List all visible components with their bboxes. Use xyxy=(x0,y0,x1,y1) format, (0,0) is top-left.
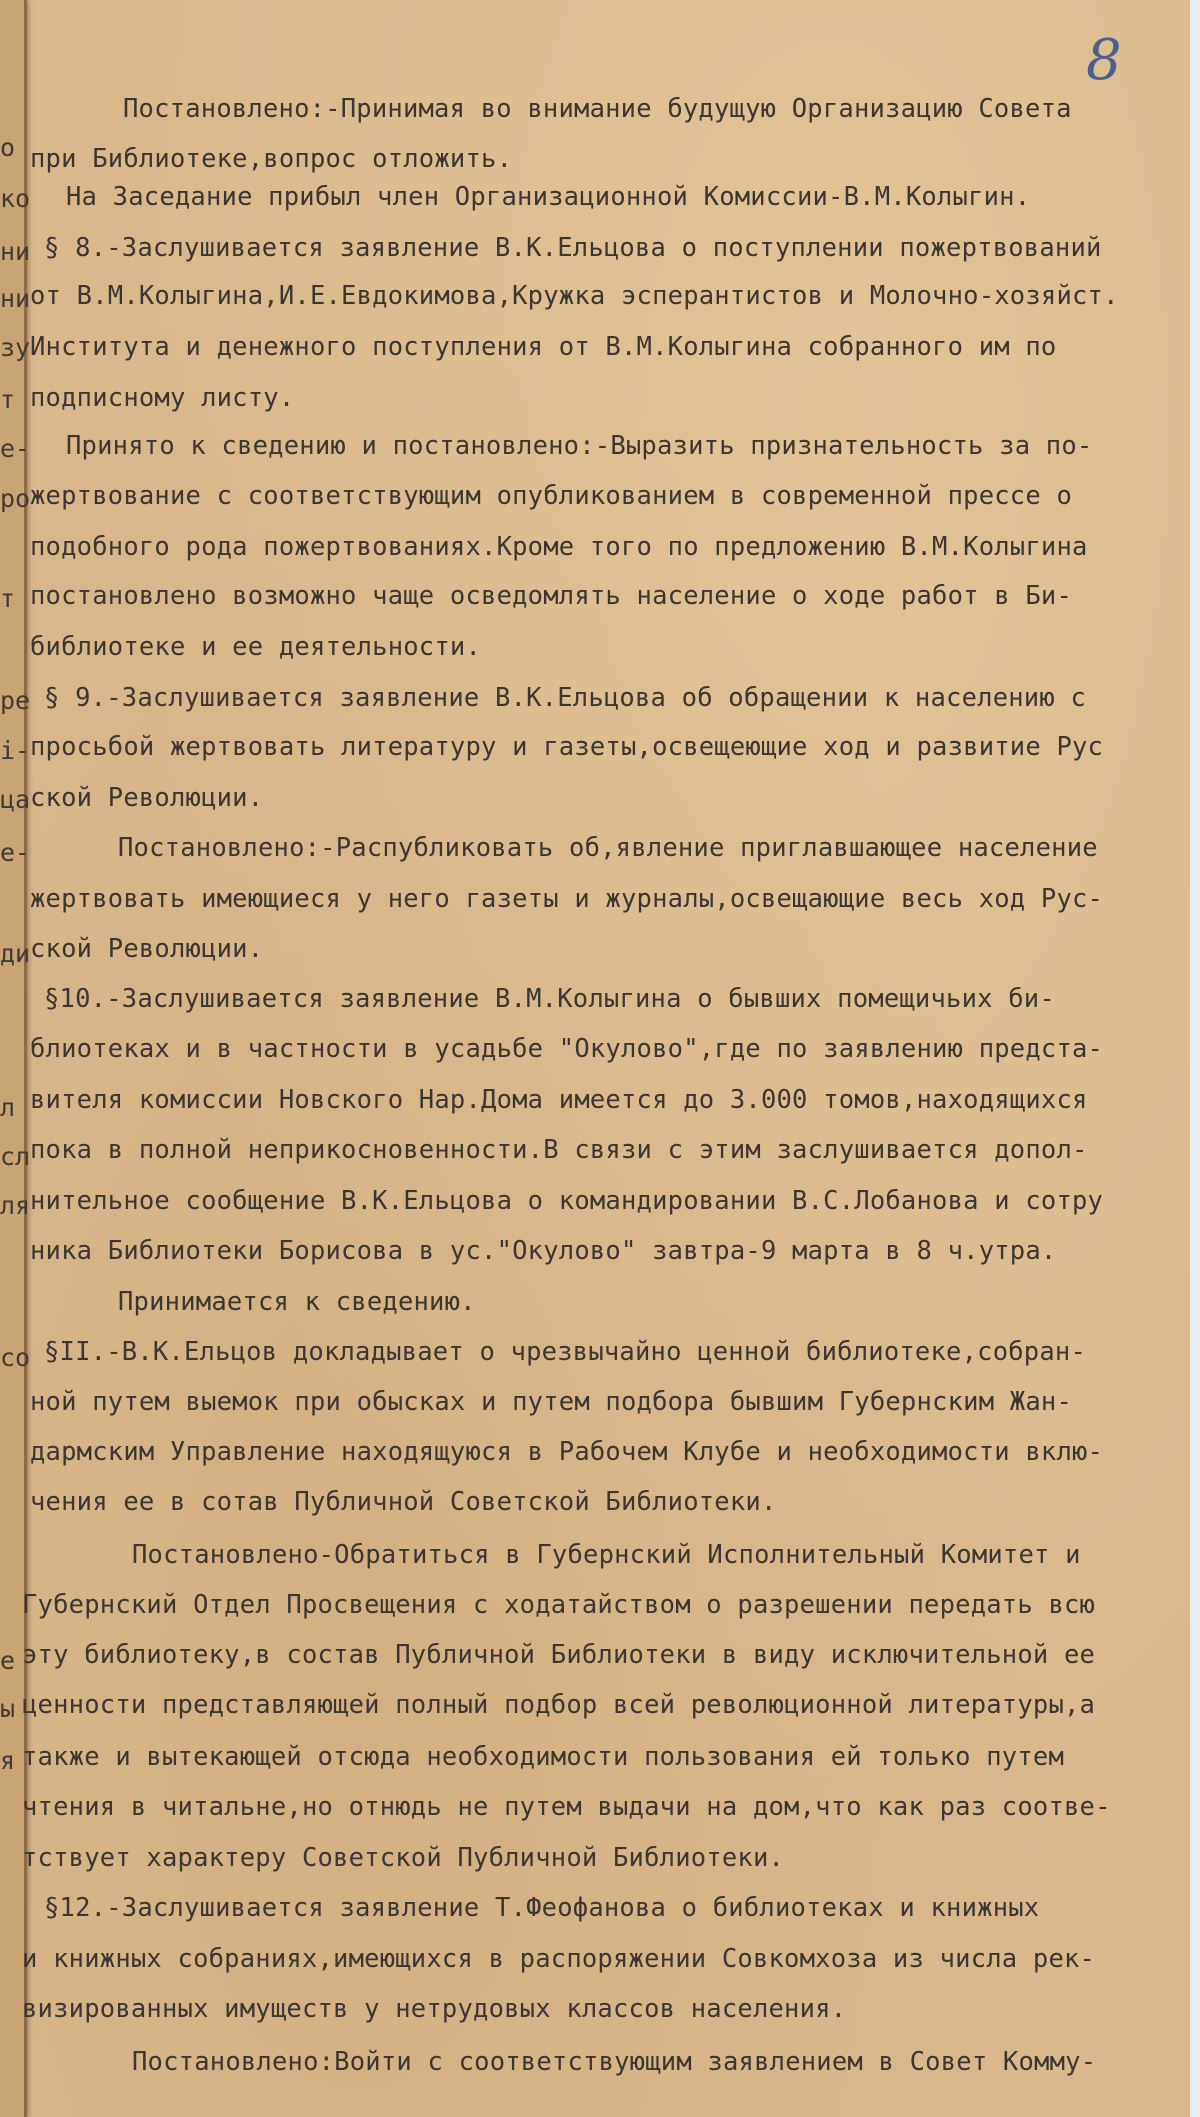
text-line: Принимается к сведению. xyxy=(118,1287,476,1317)
text-line: Постановлено-Обратиться в Губернский Исполнительный Комитет и xyxy=(132,1540,1081,1570)
margin-fragment: ля xyxy=(0,1191,31,1220)
text-line: постановлено возможно чаще осведомлять население о ходе работ в Би- xyxy=(30,581,1073,611)
text-line: жертвовать имеющиеся у него газеты и журналы,освещающие весь ход Рус- xyxy=(30,884,1104,914)
text-line: также и вытекающей отсюда необходимости пользования ей только путем xyxy=(22,1742,1065,1772)
text-line: § 9.-Заслушивается заявление В.К.Ельцова об обращении к населению с xyxy=(44,683,1087,713)
margin-fragment: ни xyxy=(0,284,31,313)
margin-fragment: ко xyxy=(0,184,31,213)
text-line: § 8.-Заслушивается заявление В.К.Ельцова о поступлении пожертвований xyxy=(44,233,1102,263)
text-line: тствует характеру Советской Публичной Библиотеки. xyxy=(22,1843,785,1873)
margin-fragment: т xyxy=(0,584,16,613)
text-line: ской Революции. xyxy=(30,783,264,813)
text-line: визированных имуществ у нетрудовых классов населения. xyxy=(22,1994,847,2024)
text-line: §10.-Заслушивается заявление В.М.Колыгина о бывших помещичьих би- xyxy=(44,984,1055,1014)
text-line: ценности представляющей полный подбор всей революционной литературы,а xyxy=(22,1690,1096,1720)
text-line: при Библиотеке,вопрос отложить. xyxy=(30,144,513,174)
text-line: жертвование с соответствующим опубликованием в современной прессе о xyxy=(30,481,1073,511)
margin-fragment: ро xyxy=(0,484,31,513)
text-line: §12.-Заслушивается заявление Т.Феофанова о библиотеках и книжных xyxy=(44,1893,1040,1923)
text-line: §II.-В.К.Ельцов докладывает о чрезвычайно ценной библиотеке,собран- xyxy=(44,1337,1087,1367)
text-line: дармским Управление находящуюся в Рабочем Клубе и необходимости вклю- xyxy=(30,1437,1104,1467)
margin-fragment: е xyxy=(0,1646,16,1675)
margin-fragment: ца xyxy=(0,785,31,814)
text-line: просьбой жертвовать литературу и газеты,освещеющие ход и развитие Рус xyxy=(30,732,1104,762)
margin-fragment: сл xyxy=(0,1142,31,1171)
text-line: от В.М.Колыгина,И.Е.Евдокимова,Кружка эсперантистов и Молочно-хозяйст. xyxy=(30,281,1119,311)
text-line: подписному листу. xyxy=(30,383,295,413)
margin-fragment: е- xyxy=(0,838,31,867)
text-line: Постановлено:Войти с соответствующим заявлением в Совет Комму- xyxy=(132,2047,1097,2077)
page-number: 8 xyxy=(1086,28,1122,93)
text-line: чения ее в сотав Публичной Советской Библиотеки. xyxy=(30,1487,777,1517)
text-line: блиотеках и в частности в усадьбе "Окулово",где по заявлению предста- xyxy=(30,1034,1104,1064)
margin-fragment: л xyxy=(0,1093,16,1122)
text-line: эту библиотеку,в состав Публичной Библиотеки в виду исключительной ее xyxy=(22,1640,1096,1670)
text-line: ника Библиотеки Борисова в ус."Окулово" завтра-9 марта в 8 ч.утра. xyxy=(30,1236,1057,1266)
text-line: На Заседание прибыл член Организационной Комиссии-В.М.Колыгин. xyxy=(66,182,1031,212)
text-line: Института и денежного поступления от В.М.Колыгина собранного им по xyxy=(30,332,1057,362)
text-line: и книжных собраниях,имеющихся в распоряжении Совкомхоза из числа рек- xyxy=(22,1944,1096,1974)
text-line: чтения в читальне,но отнюдь не путем выдачи на дом,что как раз соотве- xyxy=(22,1792,1111,1822)
margin-fragment: со xyxy=(0,1343,31,1372)
text-line: нительное сообщение В.К.Ельцова о командировании В.С.Лобанова и сотру xyxy=(30,1186,1104,1216)
margin-fragment: ы xyxy=(0,1694,16,1723)
text-line: Постановлено:-Распубликовать об,явление приглавшающее население xyxy=(118,833,1098,863)
text-line: ской Революции. xyxy=(30,934,264,964)
margin-fragment: о xyxy=(0,133,16,162)
margin-fragment: зу xyxy=(0,333,31,362)
text-line: пока в полной неприкосновенности.В связи с этим заслушивается допол- xyxy=(30,1135,1088,1165)
text-line: ной путем выемок при обысках и путем подбора бывшим Губернским Жан- xyxy=(30,1387,1073,1417)
text-line: Постановлено:-Принимая во внимание будущую Организацию Совета xyxy=(123,94,1072,124)
margin-fragment: ре xyxy=(0,686,31,715)
margin-fragment: я xyxy=(0,1746,16,1775)
margin-fragment: е- xyxy=(0,434,31,463)
text-line: подобного рода пожертвованиях.Кроме того по предложению В.М.Колыгина xyxy=(30,532,1088,562)
text-line: библиотеке и ее деятельности. xyxy=(30,632,482,662)
text-line: Принято к сведению и постановлено:-Выразить признательность за по- xyxy=(66,431,1093,461)
margin-fragment: і- xyxy=(0,736,31,765)
margin-fragment: ди xyxy=(0,939,31,968)
text-line: Губернский Отдел Просвещения с ходатайством о разрешении передать всю xyxy=(22,1590,1096,1620)
margin-fragment: ни xyxy=(0,237,31,266)
text-line: вителя комиссии Новского Нар.Дома имеется до 3.000 томов,находящихся xyxy=(30,1085,1088,1115)
margin-fragment: т xyxy=(0,385,16,414)
